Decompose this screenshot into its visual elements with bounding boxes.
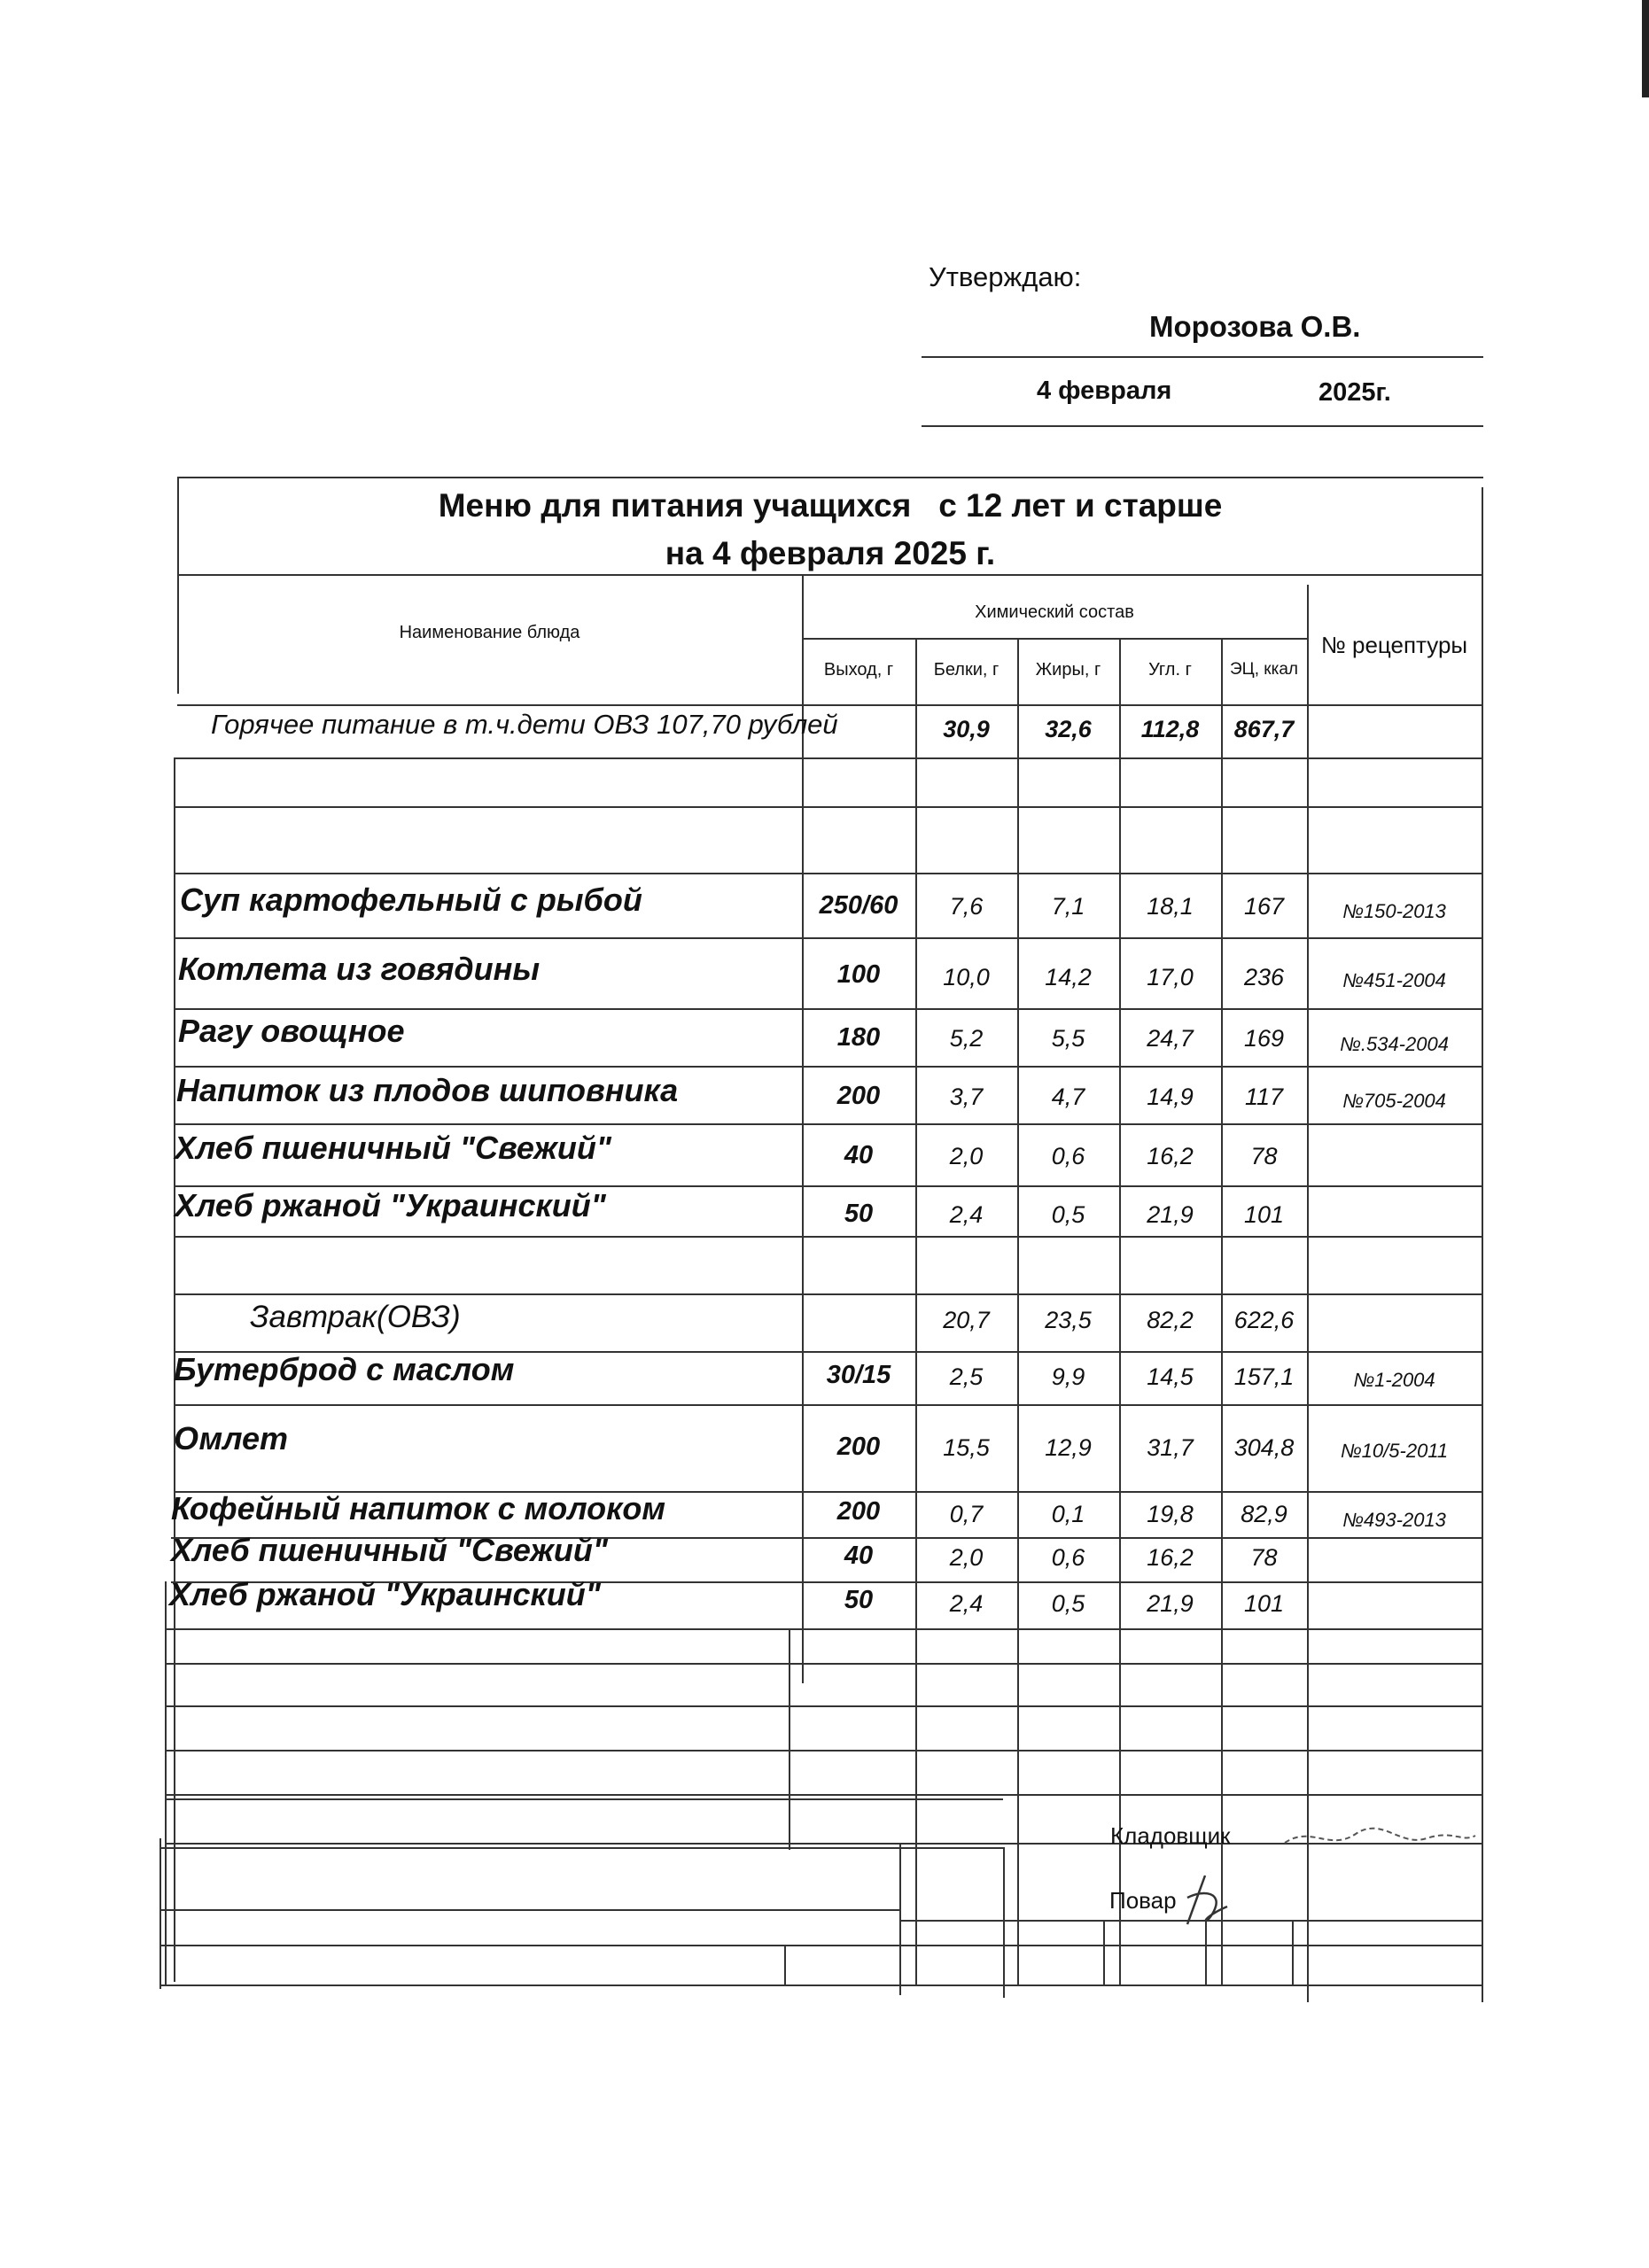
breakfast-carb: 82,2 [1147, 1307, 1194, 1333]
dish-energy: 78 [1250, 1544, 1278, 1571]
dish-carb: 14,9 [1147, 1084, 1194, 1110]
breakfast-fat: 23,5 [1045, 1307, 1092, 1333]
dish-protein: 7,6 [949, 893, 984, 920]
dish-protein: 2,5 [949, 1363, 984, 1390]
scan-edge-mark [1642, 0, 1649, 97]
dish-fat: 9,9 [1051, 1363, 1085, 1390]
col-header-protein: Белки, г [933, 660, 1000, 680]
dish-output: 200 [836, 1497, 881, 1526]
dish-fat: 4,7 [1051, 1084, 1085, 1110]
dish-carb: 17,0 [1147, 964, 1194, 990]
dish-protein: 2,0 [949, 1143, 984, 1169]
dish-energy: 236 [1243, 964, 1285, 990]
dish-protein: 2,4 [949, 1590, 984, 1617]
dish-fat: 0,6 [1051, 1544, 1085, 1571]
dish-name: Котлета из говядины [178, 951, 541, 987]
hot-meal-carb: 112,8 [1140, 716, 1200, 742]
dish-output: 180 [836, 1023, 881, 1052]
dish-energy: 78 [1250, 1143, 1278, 1169]
breakfast-protein: 20,7 [943, 1307, 990, 1333]
dish-output: 30/15 [826, 1361, 891, 1389]
dish-name: Омлет [174, 1420, 289, 1456]
dish-energy: 304,8 [1233, 1434, 1295, 1461]
dish-output: 40 [844, 1141, 874, 1169]
menu-title-line2: на 4 февраля 2025 г. [665, 535, 996, 571]
dish-output: 200 [836, 1082, 881, 1110]
approver-name: Морозова О.В. [1149, 310, 1361, 343]
dish-name: Рагу овощное [178, 1013, 405, 1049]
dish-output: 100 [836, 960, 881, 989]
dish-output: 250/60 [819, 891, 898, 920]
dish-protein: 3,7 [949, 1084, 984, 1110]
dish-recipe: №.534-2004 [1340, 1033, 1449, 1055]
col-header-recipe: № рецептуры [1320, 632, 1468, 658]
col-header-output: Выход, г [823, 660, 894, 680]
dish-energy: 167 [1243, 893, 1285, 920]
dish-recipe: №493-2013 [1342, 1509, 1446, 1531]
dish-energy: 169 [1243, 1025, 1285, 1052]
dish-name: Хлеб ржаной "Украинский" [175, 1187, 606, 1223]
dish-energy: 82,9 [1241, 1501, 1287, 1527]
dish-name: Суп картофельный с рыбой [180, 882, 642, 918]
dish-carb: 16,2 [1147, 1143, 1194, 1169]
dish-fat: 0,5 [1051, 1201, 1085, 1228]
dish-carb: 16,2 [1147, 1544, 1194, 1571]
dish-fat: 0,5 [1051, 1590, 1085, 1617]
dish-name: Хлеб пшеничный "Свежий" [175, 1130, 611, 1166]
hot-meal-name: Горячее питание в т.ч.дети ОВЗ 107,70 рублей [211, 709, 838, 740]
dish-carb: 21,9 [1147, 1201, 1194, 1228]
col-header-fat: Жиры, г [1035, 660, 1101, 680]
dish-protein: 0,7 [949, 1501, 984, 1527]
storekeeper-signature [1276, 1816, 1480, 1860]
dish-energy: 157,1 [1233, 1363, 1295, 1390]
dish-protein: 2,0 [949, 1544, 984, 1571]
dish-carb: 14,5 [1147, 1363, 1194, 1390]
dish-name: Хлеб пшеничный "Свежий" [171, 1532, 608, 1568]
col-header-energy: ЭЦ, ккал [1230, 660, 1298, 679]
dish-protein: 5,2 [949, 1025, 984, 1052]
cook-signature [1178, 1871, 1241, 1933]
hot-meal-fat: 32,6 [1045, 716, 1092, 742]
hot-meal-protein: 30,9 [943, 716, 990, 742]
cook-label: Повар [1109, 1887, 1177, 1914]
col-header-name: Наименование блюда [399, 623, 580, 642]
dish-energy: 117 [1244, 1084, 1284, 1110]
dish-carb: 31,7 [1147, 1434, 1194, 1461]
approval-date-year: 2025г. [1318, 378, 1391, 407]
menu-title-line1: Меню для питания учащихся с 12 лет и старше [438, 487, 1223, 524]
dish-protein: 15,5 [943, 1434, 990, 1461]
dish-fat: 14,2 [1045, 964, 1092, 990]
dish-carb: 19,8 [1147, 1501, 1194, 1527]
approval-label: Утверждаю: [929, 261, 1082, 292]
dish-carb: 18,1 [1147, 893, 1194, 920]
dish-name: Хлеб ржаной "Украинский" [169, 1576, 601, 1612]
breakfast-name: Завтрак(ОВЗ) [250, 1300, 461, 1334]
dish-recipe: №150-2013 [1342, 900, 1446, 922]
approval-rule-1 [922, 356, 1483, 358]
col-header-chem: Химический состав [975, 602, 1134, 622]
dish-recipe: №705-2004 [1342, 1090, 1446, 1112]
dish-recipe: №10/5-2011 [1340, 1440, 1449, 1462]
dish-protein: 2,4 [949, 1201, 984, 1228]
dish-output: 200 [836, 1433, 881, 1461]
dish-recipe: №451-2004 [1342, 969, 1446, 991]
dish-name: Напиток из плодов шиповника [176, 1072, 679, 1108]
breakfast-energy: 622,6 [1233, 1307, 1295, 1333]
col-header-carb: Угл. г [1148, 660, 1192, 680]
approval-date-day: 4 февраля [1037, 377, 1172, 405]
dish-fat: 5,5 [1051, 1025, 1085, 1052]
dish-protein: 10,0 [943, 964, 990, 990]
dish-name: Кофейный напиток с молоком [171, 1490, 666, 1526]
dish-output: 40 [844, 1542, 874, 1570]
dish-fat: 0,6 [1051, 1143, 1085, 1169]
dish-fat: 7,1 [1051, 893, 1085, 920]
hot-meal-energy: 867,7 [1233, 716, 1295, 742]
dish-energy: 101 [1243, 1590, 1285, 1617]
dish-fat: 12,9 [1045, 1434, 1092, 1461]
dish-carb: 24,7 [1147, 1025, 1194, 1052]
dish-energy: 101 [1243, 1201, 1285, 1228]
dish-name: Бутерброд с маслом [174, 1351, 515, 1387]
dish-fat: 0,1 [1051, 1501, 1085, 1527]
approval-rule-2 [922, 425, 1483, 427]
dish-output: 50 [844, 1586, 874, 1614]
dish-output: 50 [844, 1200, 874, 1228]
storekeeper-label: Кладовщик [1110, 1822, 1231, 1849]
dish-carb: 21,9 [1147, 1590, 1194, 1617]
dish-recipe: №1-2004 [1353, 1369, 1435, 1391]
